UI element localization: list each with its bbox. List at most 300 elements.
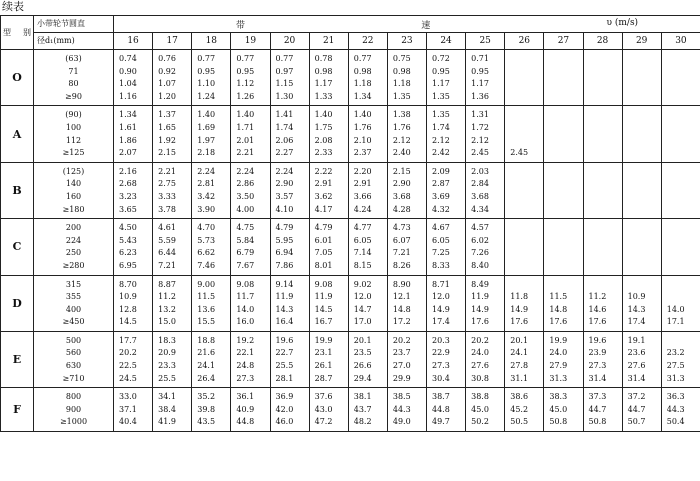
power-value: 5.59 bbox=[158, 235, 176, 245]
power-value bbox=[628, 247, 660, 260]
diameter-value: ≥450 bbox=[62, 317, 85, 327]
power-value: 18.8 bbox=[197, 335, 216, 345]
value-cell bbox=[427, 219, 466, 275]
power-value: 11.2 bbox=[588, 292, 607, 302]
value-cell bbox=[387, 162, 426, 218]
power-value: 6.05 bbox=[432, 235, 450, 245]
power-value bbox=[510, 178, 542, 191]
power-value: 4.50 bbox=[119, 223, 137, 233]
power-value bbox=[628, 78, 660, 91]
power-value: 1.18 bbox=[353, 79, 372, 89]
group-row bbox=[1, 50, 700, 106]
power-value: 31.3 bbox=[666, 373, 685, 383]
power-value: 6.44 bbox=[158, 248, 176, 258]
power-value: 3.50 bbox=[236, 191, 255, 201]
value-cell bbox=[505, 219, 544, 275]
band-label-3: υ (m/s) bbox=[606, 17, 639, 28]
power-value: 1.61 bbox=[119, 122, 137, 132]
diameter-value: (90) bbox=[65, 110, 82, 120]
power-value: 7.86 bbox=[275, 260, 294, 270]
value-cell bbox=[661, 219, 700, 275]
power-value: 8.01 bbox=[314, 260, 333, 270]
power-value: 26.6 bbox=[353, 361, 372, 371]
power-value: 2.68 bbox=[119, 179, 137, 189]
power-value: 2.21 bbox=[158, 166, 176, 176]
power-value: 24.1 bbox=[510, 348, 529, 358]
power-value: 14.6 bbox=[588, 304, 607, 314]
power-value: 31.3 bbox=[549, 373, 568, 383]
power-value: 27.0 bbox=[392, 361, 411, 371]
power-value: 24.0 bbox=[549, 348, 568, 358]
power-value: 10.9 bbox=[627, 292, 646, 302]
power-value: 3.65 bbox=[119, 204, 137, 214]
power-value: 35.2 bbox=[197, 392, 216, 402]
power-value: 44.7 bbox=[627, 404, 646, 414]
power-value: 43.5 bbox=[197, 417, 216, 427]
power-value: 50.5 bbox=[510, 417, 529, 427]
value-cell bbox=[114, 388, 153, 432]
power-value: 25.5 bbox=[158, 373, 176, 383]
type-cell: B bbox=[1, 162, 34, 218]
power-value: 4.57 bbox=[471, 223, 489, 233]
power-value: 6.79 bbox=[236, 248, 255, 258]
power-value: 48.2 bbox=[353, 417, 372, 427]
power-value: 16.4 bbox=[275, 317, 294, 327]
power-value: 22.5 bbox=[119, 361, 137, 371]
power-value: 27.8 bbox=[510, 361, 529, 371]
power-value: 22.9 bbox=[432, 348, 450, 358]
power-value bbox=[667, 66, 699, 79]
power-value: 2.33 bbox=[314, 148, 333, 158]
power-value bbox=[589, 260, 621, 273]
power-value: 3.33 bbox=[158, 191, 176, 201]
speed-header-cell: 24 bbox=[427, 33, 466, 50]
power-value: 0.78 bbox=[314, 54, 333, 63]
power-value: 25.5 bbox=[275, 361, 294, 371]
power-value: 2.91 bbox=[314, 179, 333, 189]
value-cell bbox=[114, 219, 153, 275]
value-cell bbox=[231, 219, 270, 275]
value-cell bbox=[309, 50, 348, 106]
power-value: 1.12 bbox=[236, 79, 255, 89]
power-value bbox=[628, 178, 660, 191]
diameter-value: 100 bbox=[65, 122, 82, 132]
power-value: 3.69 bbox=[432, 191, 450, 201]
power-value: 1.30 bbox=[275, 91, 294, 101]
power-value bbox=[549, 204, 581, 217]
power-value bbox=[589, 166, 621, 179]
value-cell bbox=[231, 162, 270, 218]
power-value: 38.4 bbox=[158, 404, 176, 414]
power-value: 14.0 bbox=[236, 304, 255, 314]
speed-header-cell: 27 bbox=[544, 33, 583, 50]
power-value: 1.33 bbox=[314, 91, 333, 101]
power-value bbox=[628, 66, 660, 79]
power-value: 50.8 bbox=[549, 417, 568, 427]
power-value: 3.68 bbox=[471, 191, 489, 201]
power-value bbox=[549, 53, 581, 66]
power-value bbox=[510, 191, 542, 204]
power-value: 14.5 bbox=[314, 304, 333, 314]
power-value bbox=[628, 222, 660, 235]
diameter-cell bbox=[34, 162, 114, 218]
diameter-value: 630 bbox=[65, 361, 82, 371]
power-value bbox=[510, 279, 542, 292]
power-value: 28.7 bbox=[314, 373, 333, 383]
power-value: 26.1 bbox=[314, 361, 333, 371]
power-value bbox=[549, 122, 581, 135]
power-value: 50.7 bbox=[627, 417, 646, 427]
power-value: 29.9 bbox=[392, 373, 411, 383]
power-value: 7.46 bbox=[197, 260, 216, 270]
value-cell bbox=[544, 275, 583, 331]
power-value bbox=[589, 222, 621, 235]
band-label-1: 带 bbox=[236, 20, 246, 31]
power-value: 1.75 bbox=[314, 122, 333, 132]
speed-header-cell: 26 bbox=[505, 33, 544, 50]
power-value bbox=[667, 122, 699, 135]
power-value: 14.3 bbox=[275, 304, 294, 314]
power-value: 43.7 bbox=[353, 404, 372, 414]
power-value: 14.8 bbox=[392, 304, 411, 314]
diameter-header-line1: 小带轮节圆直 bbox=[34, 16, 114, 33]
value-cell bbox=[661, 388, 700, 432]
power-value: 2.03 bbox=[471, 166, 489, 176]
value-cell bbox=[466, 388, 505, 432]
power-value: 3.68 bbox=[392, 191, 411, 201]
power-value: 0.92 bbox=[158, 66, 176, 76]
power-value: 0.95 bbox=[471, 66, 489, 76]
power-value bbox=[628, 166, 660, 179]
power-value: 6.94 bbox=[275, 248, 294, 258]
power-value: 11.7 bbox=[236, 292, 255, 302]
value-cell bbox=[192, 331, 231, 387]
value-cell bbox=[505, 275, 544, 331]
power-value: 8.90 bbox=[392, 279, 411, 289]
power-value: 13.6 bbox=[197, 304, 216, 314]
power-value: 5.95 bbox=[275, 235, 294, 245]
power-value: 33.0 bbox=[119, 392, 137, 402]
diameter-value: 200 bbox=[65, 223, 82, 233]
power-value: 6.62 bbox=[197, 248, 216, 258]
power-value: 2.24 bbox=[275, 166, 294, 176]
value-cell bbox=[309, 388, 348, 432]
power-value: 3.62 bbox=[314, 191, 333, 201]
value-cell bbox=[231, 50, 270, 106]
group-row bbox=[1, 275, 700, 331]
value-cell bbox=[231, 106, 270, 162]
value-cell bbox=[466, 275, 505, 331]
power-value bbox=[667, 78, 699, 91]
power-value bbox=[549, 135, 581, 148]
value-cell bbox=[387, 106, 426, 162]
power-value: 1.76 bbox=[353, 122, 372, 132]
power-value bbox=[549, 191, 581, 204]
power-value: 2.37 bbox=[353, 148, 372, 158]
table-caption: 续表 bbox=[2, 0, 24, 13]
power-value: 7.21 bbox=[392, 248, 411, 258]
power-value bbox=[589, 78, 621, 91]
power-value: 8.40 bbox=[471, 260, 489, 270]
power-value: 1.36 bbox=[471, 91, 489, 101]
power-value: 2.86 bbox=[236, 179, 255, 189]
power-value: 44.7 bbox=[588, 404, 607, 414]
power-value bbox=[628, 147, 660, 160]
power-value: 19.6 bbox=[275, 335, 294, 345]
power-value: 7.26 bbox=[471, 248, 489, 258]
power-value: 2.45 bbox=[510, 148, 529, 158]
power-value: 10.9 bbox=[119, 292, 137, 302]
power-value: 0.77 bbox=[236, 54, 255, 63]
power-value: 0.95 bbox=[197, 66, 216, 76]
power-value: 14.5 bbox=[119, 317, 137, 327]
diameter-value: 900 bbox=[65, 404, 82, 414]
power-value: 20.2 bbox=[119, 348, 137, 358]
power-value: 0.98 bbox=[353, 66, 372, 76]
value-cell bbox=[348, 388, 387, 432]
value-cell bbox=[466, 162, 505, 218]
header-row-top bbox=[1, 16, 700, 33]
speed-header-cell: 17 bbox=[153, 33, 192, 50]
diameter-value: 500 bbox=[65, 335, 82, 345]
power-value: 0.97 bbox=[275, 66, 294, 76]
power-value: 45.0 bbox=[471, 404, 489, 414]
power-value: 0.95 bbox=[432, 66, 450, 76]
power-value bbox=[510, 122, 542, 135]
power-value: 1.41 bbox=[275, 110, 294, 120]
value-cell bbox=[583, 331, 622, 387]
value-cell bbox=[622, 219, 661, 275]
power-value: 8.15 bbox=[353, 260, 372, 270]
power-value: 1.40 bbox=[314, 110, 333, 120]
power-value: 31.4 bbox=[627, 373, 646, 383]
power-value: 1.34 bbox=[353, 91, 372, 101]
power-value: 43.0 bbox=[314, 404, 333, 414]
power-value: 27.6 bbox=[471, 361, 489, 371]
power-value: 2.15 bbox=[158, 148, 176, 158]
power-value bbox=[549, 178, 581, 191]
diameter-value: ≥125 bbox=[62, 148, 85, 158]
power-value: 2.87 bbox=[432, 179, 450, 189]
power-value: 6.01 bbox=[314, 235, 333, 245]
power-value bbox=[510, 66, 542, 79]
value-cell bbox=[231, 388, 270, 432]
power-value: 44.8 bbox=[236, 417, 255, 427]
power-value: 3.42 bbox=[197, 191, 216, 201]
power-value: 2.20 bbox=[353, 166, 372, 176]
power-value: 17.6 bbox=[471, 317, 489, 327]
power-value: 23.7 bbox=[392, 348, 411, 358]
power-value: 1.40 bbox=[353, 110, 372, 120]
power-value: 44.8 bbox=[432, 404, 450, 414]
power-value bbox=[549, 235, 581, 248]
power-value: 2.12 bbox=[392, 135, 411, 145]
power-value bbox=[510, 247, 542, 260]
power-value: 1.15 bbox=[275, 79, 294, 89]
value-cell bbox=[114, 331, 153, 387]
power-value: 1.38 bbox=[392, 110, 411, 120]
power-value: 21.6 bbox=[197, 348, 216, 358]
power-value: 2.84 bbox=[471, 179, 489, 189]
power-value: 19.9 bbox=[314, 335, 333, 345]
power-value: 36.3 bbox=[666, 392, 685, 402]
power-value: 16.0 bbox=[236, 317, 255, 327]
value-cell bbox=[466, 219, 505, 275]
diameter-cell bbox=[34, 388, 114, 432]
value-cell bbox=[661, 162, 700, 218]
power-value: 23.1 bbox=[314, 348, 333, 358]
power-value: 1.17 bbox=[432, 79, 450, 89]
power-value bbox=[628, 260, 660, 273]
type-cell: D bbox=[1, 275, 34, 331]
power-value: 1.40 bbox=[236, 110, 255, 120]
power-value: 23.6 bbox=[627, 348, 646, 358]
power-value: 36.9 bbox=[275, 392, 294, 402]
type-cell: O bbox=[1, 50, 34, 106]
value-cell bbox=[114, 106, 153, 162]
power-value: 1.10 bbox=[197, 79, 216, 89]
power-value bbox=[589, 91, 621, 104]
power-value bbox=[549, 66, 581, 79]
diameter-value: ≥90 bbox=[65, 91, 82, 101]
power-value bbox=[549, 78, 581, 91]
speed-header-cell: 16 bbox=[114, 33, 153, 50]
power-value: 2.22 bbox=[314, 166, 333, 176]
power-value: 0.74 bbox=[119, 54, 137, 63]
value-cell bbox=[348, 219, 387, 275]
power-value bbox=[628, 279, 660, 292]
power-value bbox=[510, 109, 542, 122]
power-value: 1.69 bbox=[197, 122, 216, 132]
band-label-2: 速 bbox=[421, 20, 431, 31]
power-value: 9.00 bbox=[197, 279, 216, 289]
power-value bbox=[589, 147, 621, 160]
value-cell bbox=[544, 388, 583, 432]
power-value: 2.42 bbox=[432, 148, 450, 158]
speed-header-cell: 29 bbox=[622, 33, 661, 50]
value-cell bbox=[427, 50, 466, 106]
value-cell bbox=[661, 331, 700, 387]
power-value: 27.3 bbox=[432, 361, 450, 371]
power-value: 1.17 bbox=[471, 79, 489, 89]
power-value: 2.24 bbox=[197, 166, 216, 176]
value-cell bbox=[622, 331, 661, 387]
value-cell bbox=[427, 388, 466, 432]
value-cell bbox=[583, 50, 622, 106]
power-value: 24.0 bbox=[471, 348, 489, 358]
power-value: 4.61 bbox=[158, 223, 176, 233]
power-value: 8.33 bbox=[432, 260, 450, 270]
power-value: 36.1 bbox=[236, 392, 255, 402]
power-value: 19.9 bbox=[549, 335, 568, 345]
speed-band-header bbox=[114, 16, 700, 33]
power-value: 46.0 bbox=[275, 417, 294, 427]
value-cell bbox=[622, 50, 661, 106]
power-value: 15.0 bbox=[158, 317, 176, 327]
power-value bbox=[667, 191, 699, 204]
type-cell: F bbox=[1, 388, 34, 432]
power-value: 1.76 bbox=[392, 122, 411, 132]
power-value: 17.6 bbox=[510, 317, 529, 327]
power-value: 31.1 bbox=[510, 373, 529, 383]
value-cell bbox=[192, 275, 231, 331]
power-value: 1.97 bbox=[197, 135, 216, 145]
power-value bbox=[589, 66, 621, 79]
value-cell bbox=[466, 331, 505, 387]
power-value: 23.5 bbox=[353, 348, 372, 358]
power-value: 2.08 bbox=[314, 135, 333, 145]
power-value: 1.20 bbox=[158, 91, 176, 101]
group-row bbox=[1, 162, 700, 218]
power-value: 1.07 bbox=[158, 79, 176, 89]
power-value: 37.1 bbox=[119, 404, 137, 414]
power-value bbox=[628, 135, 660, 148]
power-value: 0.77 bbox=[353, 54, 372, 63]
power-value: 47.2 bbox=[314, 417, 333, 427]
value-cell bbox=[153, 106, 192, 162]
power-value: 1.35 bbox=[432, 110, 450, 120]
power-value bbox=[628, 109, 660, 122]
power-value: 38.1 bbox=[353, 392, 372, 402]
power-value: 12.8 bbox=[119, 304, 137, 314]
power-value: 45.2 bbox=[510, 404, 529, 414]
power-value bbox=[589, 109, 621, 122]
power-value: 37.6 bbox=[314, 392, 333, 402]
power-value bbox=[667, 109, 699, 122]
power-value: 2.12 bbox=[432, 135, 450, 145]
group-row bbox=[1, 219, 700, 275]
power-value: 2.91 bbox=[353, 179, 372, 189]
power-value: 8.87 bbox=[158, 279, 176, 289]
value-cell bbox=[661, 106, 700, 162]
power-value bbox=[667, 247, 699, 260]
power-value: 17.2 bbox=[392, 317, 411, 327]
value-cell bbox=[270, 219, 309, 275]
power-value bbox=[628, 235, 660, 248]
diameter-value: 140 bbox=[65, 179, 82, 189]
power-value: 4.75 bbox=[236, 223, 255, 233]
power-value: 4.73 bbox=[392, 223, 411, 233]
power-value: 2.09 bbox=[432, 166, 450, 176]
power-value: 2.27 bbox=[275, 148, 294, 158]
power-value: 27.3 bbox=[236, 373, 255, 383]
power-value bbox=[589, 279, 621, 292]
power-value: 3.66 bbox=[353, 191, 372, 201]
power-value: 0.98 bbox=[392, 66, 411, 76]
power-value: 14.9 bbox=[432, 304, 450, 314]
diameter-value: 80 bbox=[68, 79, 79, 89]
power-value: 38.7 bbox=[432, 392, 450, 402]
diameter-value: ≥1000 bbox=[59, 417, 88, 427]
group-row bbox=[1, 331, 700, 387]
power-value: 2.18 bbox=[197, 148, 216, 158]
type-cell: A bbox=[1, 106, 34, 162]
power-value: 3.23 bbox=[119, 191, 137, 201]
power-value: 14.9 bbox=[471, 304, 489, 314]
power-value bbox=[510, 166, 542, 179]
value-cell bbox=[583, 162, 622, 218]
value-cell bbox=[348, 162, 387, 218]
value-cell bbox=[505, 162, 544, 218]
power-value: 4.34 bbox=[471, 204, 489, 214]
power-value: 37.2 bbox=[627, 392, 646, 402]
power-value: 12.0 bbox=[353, 292, 372, 302]
power-value: 2.16 bbox=[119, 166, 137, 176]
speed-header-cell: 25 bbox=[466, 33, 505, 50]
power-value: 8.71 bbox=[432, 279, 450, 289]
diameter-cell bbox=[34, 219, 114, 275]
power-value: 44.3 bbox=[392, 404, 411, 414]
